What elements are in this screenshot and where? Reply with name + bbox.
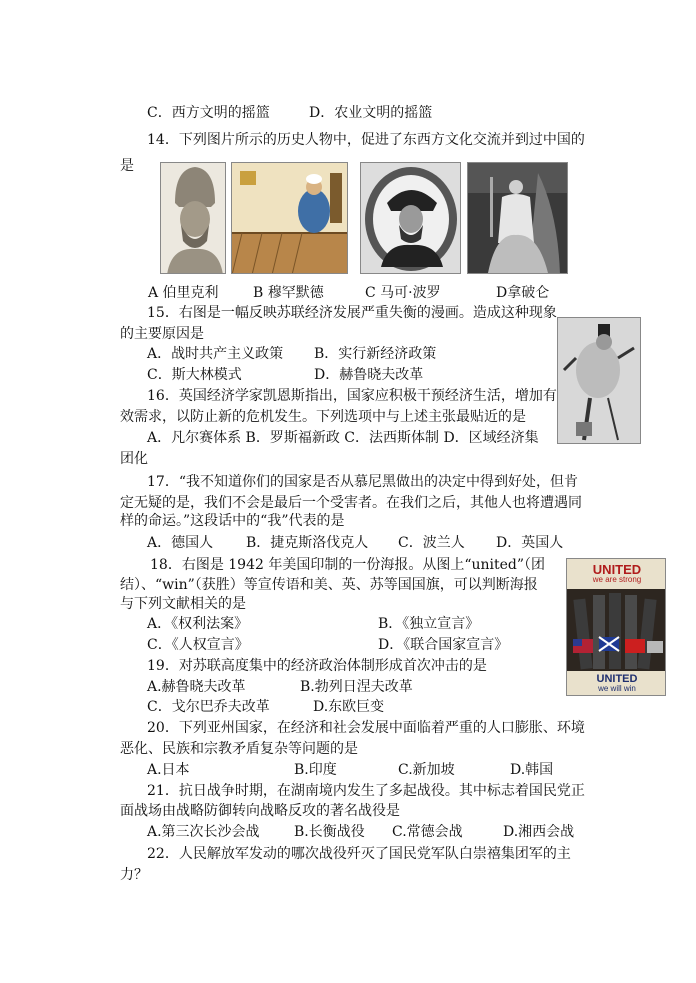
q15-option-c: C．斯大林模式 xyxy=(147,367,242,383)
q17-option-c: C．波兰人 xyxy=(398,535,465,551)
soviet-economy-cartoon-image xyxy=(557,317,641,444)
q21-stem: 21．抗日战争时期，在湖南境内发生了多起战役。其中标志着国民党正 xyxy=(147,783,585,799)
q16-stem-cont: 效需求，以防止新的危机发生。下列选项中与上述主张最贴近的是 xyxy=(120,409,526,425)
poster-top-title: UNITED xyxy=(592,562,642,577)
q21-option-c: C.常德会战 xyxy=(392,824,463,840)
q20-option-d: D.韩国 xyxy=(510,762,554,778)
q16-options: A．凡尔赛体系 B．罗斯福新政 C．法西斯体制 D．区域经济集 xyxy=(147,430,539,446)
q20-option-b: B.印度 xyxy=(294,762,337,778)
q22-stem-cont: 力？ xyxy=(120,867,148,883)
q17-stem: 17．“我不知道你们的国家是否从慕尼黑做出的决定中得到好处，但肯 xyxy=(147,474,578,490)
q17-stem-cont2: 样的命运。”这段话中的“我”代表的是 xyxy=(120,513,345,529)
q18-option-d: D．《联合国家宣言》 xyxy=(378,637,509,653)
q18-option-a: A．《权利法案》 xyxy=(147,616,249,632)
q14-stem: 14．下列图片所示的历史人物中，促进了东西方文化交流并到过中国的 xyxy=(147,132,585,148)
q21-option-a: A.第三次长沙会战 xyxy=(147,824,260,840)
q19-option-a: A.赫鲁晓夫改革 xyxy=(147,679,246,695)
pericles-bust-image xyxy=(160,162,226,274)
q16-options-cont: 团化 xyxy=(120,451,148,467)
q17-option-a: A．德国人 xyxy=(147,535,214,551)
q20-stem-cont: 恶化、民族和宗教矛盾复杂等问题的是 xyxy=(120,741,358,757)
q20-option-c: C.新加坡 xyxy=(398,762,455,778)
q14-option-d: D拿破仑 xyxy=(496,285,550,301)
q18-stem-cont2: 与下列文献相关的是 xyxy=(120,596,246,612)
united-poster-image xyxy=(566,558,666,696)
q14-option-b: B 穆罕默德 xyxy=(253,285,324,301)
q19-option-b: B.勃列日涅夫改革 xyxy=(300,679,413,695)
q15-stem: 15．右图是一幅反映苏联经济发展严重失衡的漫画。造成这种现象 xyxy=(147,305,557,321)
q19-option-d: D.东欧巨变 xyxy=(313,699,385,715)
q14-stem-cont: 是 xyxy=(120,158,134,174)
q13-option-d: D．农业文明的摇篮 xyxy=(309,105,433,121)
q14-option-a: A 伯里克利 xyxy=(148,285,219,301)
q17-option-d: D．英国人 xyxy=(496,535,564,551)
q15-stem-cont: 的主要原因是 xyxy=(120,326,204,342)
q18-stem-cont1: 结）、“win”（获胜）等宣传语和美、英、苏等国国旗，可以判断海报 xyxy=(120,577,538,593)
q20-option-a: A.日本 xyxy=(147,762,190,778)
q22-stem: 22．人民解放军发动的哪次战役歼灭了国民党军队白崇禧集团军的主 xyxy=(147,846,571,862)
poster-top-subtitle: we are strong xyxy=(592,575,642,584)
q19-option-c: C．戈尔巴乔夫改革 xyxy=(147,699,270,715)
q21-stem-cont: 面战场由战略防御转向战略反攻的著名战役是 xyxy=(120,803,400,819)
muhammad-painting-image xyxy=(231,162,348,274)
q21-option-b: B.长衡战役 xyxy=(294,824,365,840)
q15-option-a: A．战时共产主义政策 xyxy=(147,346,284,362)
q18-option-b: B．《独立宣言》 xyxy=(378,616,480,632)
q14-option-c: C 马可·波罗 xyxy=(365,285,441,301)
q18-stem: 18．右图是 1942 年美国印制的一份海报。从图上“united”（团 xyxy=(150,557,546,573)
marco-polo-portrait-image xyxy=(360,162,461,274)
poster-bottom-title: UNITED xyxy=(596,673,638,685)
q17-option-b: B．捷克斯洛伐克人 xyxy=(246,535,369,551)
q13-option-c: C．西方文明的摇篮 xyxy=(147,105,270,121)
q19-stem: 19．对苏联高度集中的经济政治体制形成首次冲击的是 xyxy=(147,658,487,674)
q16-stem: 16．英国经济学家凯恩斯指出，国家应积极干预经济生活，增加有 xyxy=(147,388,557,404)
q21-option-d: D.湘西会战 xyxy=(503,824,575,840)
napoleon-portrait-image xyxy=(467,162,568,274)
q18-option-c: C．《人权宣言》 xyxy=(147,637,249,653)
q17-stem-cont1: 定无疑的是，我们不会是最后一个受害者。在我们之后，其他人也将遭遇同 xyxy=(120,495,582,511)
q20-stem: 20．下列亚州国家，在经济和社会发展中面临着严重的人口膨胀、环境 xyxy=(147,720,585,736)
q15-option-b: B．实行新经济政策 xyxy=(314,346,437,362)
q15-option-d: D．赫鲁晓夫改革 xyxy=(314,367,424,383)
poster-bottom-subtitle: we will win xyxy=(598,684,636,693)
